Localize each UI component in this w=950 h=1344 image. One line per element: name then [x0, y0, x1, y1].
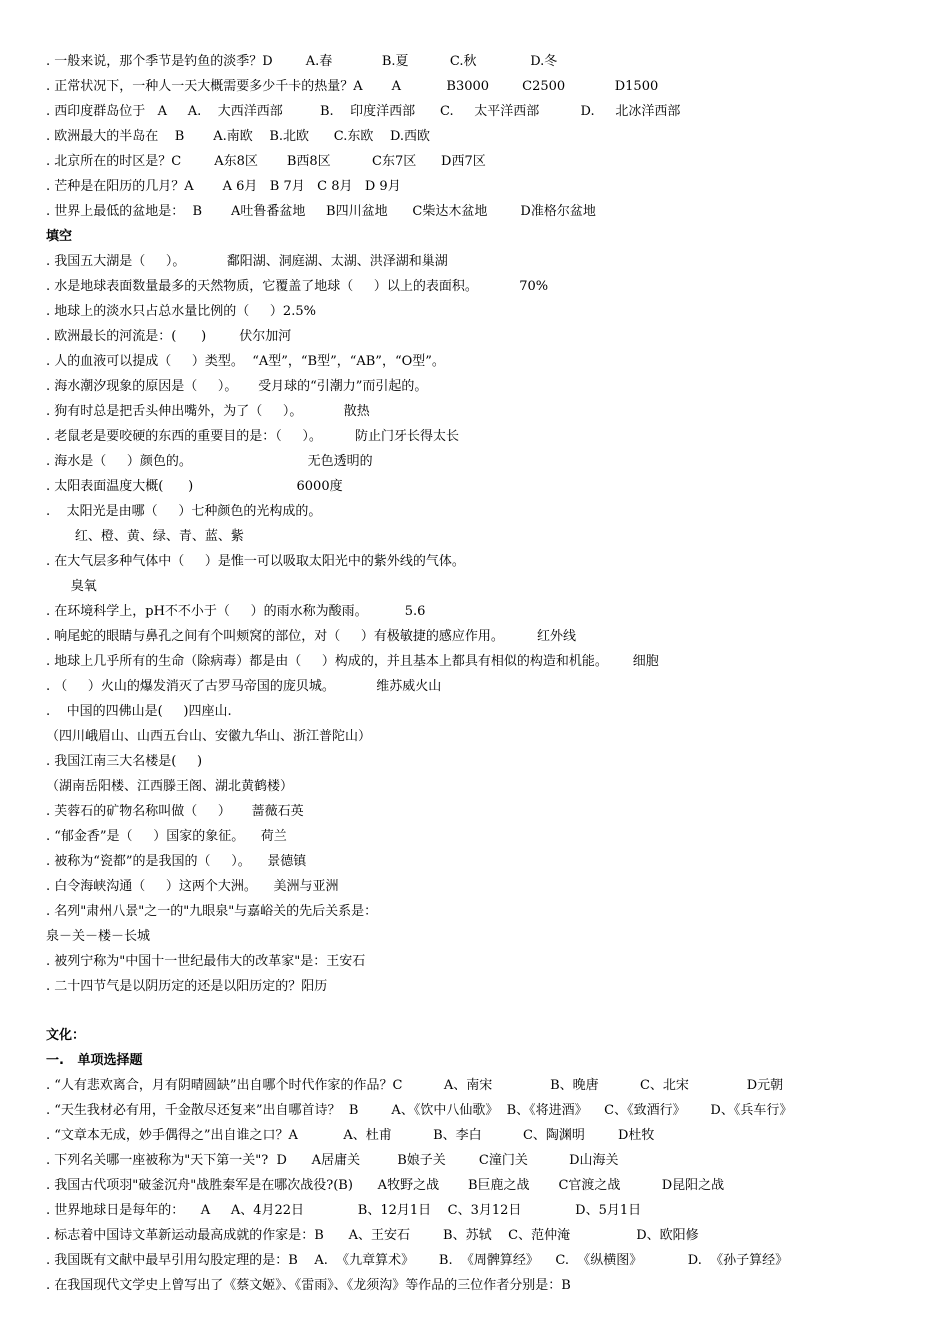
answer-line: 泉－关－楼－长城	[46, 929, 151, 944]
answer-line: 臭氧	[46, 579, 97, 594]
question-line: . 芒种是在阳历的几月？A A 6月 B 7月 C 8月 D 9月	[46, 179, 401, 194]
question-line: . 被列宁称为"中国十一世纪最伟大的改革家"是：王安石	[46, 954, 366, 969]
question-line: . 人的血液可以提成（ ）类型。 “A型”，“B型”，“AB”，“O型”。	[46, 354, 445, 369]
question-line: . 芙蓉石的矿物名称叫做（ ） 蔷薇石英	[46, 804, 304, 819]
question-line: . 海水是（ ）颜色的。 无色透明的	[46, 454, 373, 469]
section-heading-fill-blank: 填空	[46, 229, 73, 244]
question-line: . 水是地球表面数量最多的天然物质，它覆盖了地球（ ）以上的表面积。 70%	[46, 279, 549, 294]
question-line: . 名列"肃州八景"之一的"九眼泉"与嘉峪关的先后关系是：	[46, 904, 378, 919]
question-line: . 世界地球日是每年的： A A、4月22日 B、12月1日 C、3月12日 D、5月1日	[46, 1203, 642, 1218]
question-line: . （ ）火山的爆发消灭了古罗马帝国的庞贝城。 维苏威火山	[46, 679, 442, 694]
question-line: . “文章本无成，妙手偶得之”出自谁之口？A A、杜甫 B、李白 C、陶渊明 D杜牧	[46, 1128, 655, 1143]
question-line: . 正常状况下，一种人一天大概需要多少千卡的热量？A A B3000 C2500 D1500	[46, 79, 659, 94]
question-line: . 海水潮汐现象的原因是（ ）。 受月球的“引潮力”而引起的。	[46, 379, 428, 394]
question-line: . 在我国现代文学史上曾写出了《蔡文姬》、《雷雨》、《龙须沟》等作品的三位作者分别是：B	[46, 1278, 571, 1293]
subsection-heading: 一. 单项选择题	[46, 1053, 143, 1068]
question-line: . 狗有时总是把舌头伸出嘴外，为了（ ）。 散热	[46, 404, 370, 419]
question-line: . 响尾蛇的眼睛与鼻孔之间有个叫颊窝的部位，对（ ）有极敏捷的感应作用。 红外线	[46, 629, 576, 644]
question-line: . 我国既有文献中最早引用勾股定理的是：B A. 《九章算术》 B. 《周髀算经》 C. 《纵横图》 D. 《孙子算经》	[46, 1253, 789, 1268]
question-line: . 被称为“瓷都”的是我国的（ ）。 景德镇	[46, 854, 307, 869]
question-line: . 在大气层多种气体中（ ）是惟一可以吸取太阳光中的紫外线的气体。	[46, 554, 465, 569]
question-line: . “天生我材必有用，千金散尽还复来”出自哪首诗？ B A、《饮中八仙歌》 B、《将进酒》 C、《致酒行》 D、《兵车行》	[46, 1103, 793, 1118]
question-line: . 老鼠老是要咬硬的东西的重要目的是：（ ）。 防止门牙长得太长	[46, 429, 459, 444]
question-line: . 在环境科学上，pH不不小于（ ）的雨水称为酸雨。 5.6	[46, 604, 426, 619]
question-line: . 地球上的淡水只占总水量比例的（ ）2.5%	[46, 304, 316, 319]
question-line: . 太阳光是由哪（ ）七种颜色的光构成的。	[46, 504, 322, 519]
question-line: . 我国五大湖是（ ）。 鄱阳湖、洞庭湖、太湖、洪泽湖和巢湖	[46, 254, 448, 269]
question-line: . “人有悲欢离合，月有阴晴圆缺”出自哪个时代作家的作品？C A、南宋 B、晚唐 C、北宋 D元朝	[46, 1078, 784, 1093]
question-line: . “郁金香”是（ ）国家的象征。 荷兰	[46, 829, 287, 844]
question-line: . 太阳表面温度大概( ) 6000度	[46, 479, 343, 494]
section-heading-culture: 文化：	[46, 1028, 86, 1043]
question-line: . 我国江南三大名楼是( )	[46, 754, 203, 769]
answer-line: （湖南岳阳楼、江西滕王阁、湖北黄鹤楼）	[46, 779, 294, 794]
question-line: . 北京所在的时区是？C A东8区 B西8区 C东7区 D西7区	[46, 154, 486, 169]
question-line: . 标志着中国诗文革新运动最高成就的作家是：B A、王安石 B、苏轼 C、范仲淹 D、欧阳修	[46, 1228, 699, 1243]
question-line: . 世界上最低的盆地是： B A吐鲁番盆地 B四川盆地 C柴达木盆地 D准格尔盆地	[46, 204, 596, 219]
answer-line: 红、橙、黄、绿、青、蓝、紫	[46, 529, 244, 544]
question-line: . 一般来说，那个季节是钓鱼的淡季？D A.春 B.夏 C.秋 D.冬	[46, 54, 558, 69]
question-line: . 下列名关哪一座被称为"天下第一关"? D A居庸关 B娘子关 C潼门关 D山海关	[46, 1153, 619, 1168]
question-line: . 白令海峡沟通（ ）这两个大洲。 美洲与亚洲	[46, 879, 339, 894]
question-line: . 西印度群岛位于 A A. 大西洋西部 B. 印度洋西部 C. 太平洋西部 D. 北冰洋西部	[46, 104, 681, 119]
question-line: . 中国的四佛山是( )四座山.	[46, 704, 232, 719]
question-line: . 二十四节气是以阴历定的还是以阳历定的？阳历	[46, 979, 328, 994]
question-line: . 我国古代项羽"破釜沉舟"战胜秦军是在哪次战役?(B) A牧野之战 B巨鹿之战 C官渡之战 D昆阳之战	[46, 1178, 725, 1193]
answer-line: （四川峨眉山、山西五台山、安徽九华山、浙江普陀山）	[46, 729, 372, 744]
question-line: . 欧洲最大的半岛在 B A.南欧 B.北欧 C.东欧 D.西欧	[46, 129, 431, 144]
question-line: . 欧洲最长的河流是：( ) 伏尔加河	[46, 329, 292, 344]
question-line: . 地球上几乎所有的生命（除病毒）都是由（ ）构成的，并且基本上都具有相似的构造和机能。 细胞	[46, 654, 659, 669]
